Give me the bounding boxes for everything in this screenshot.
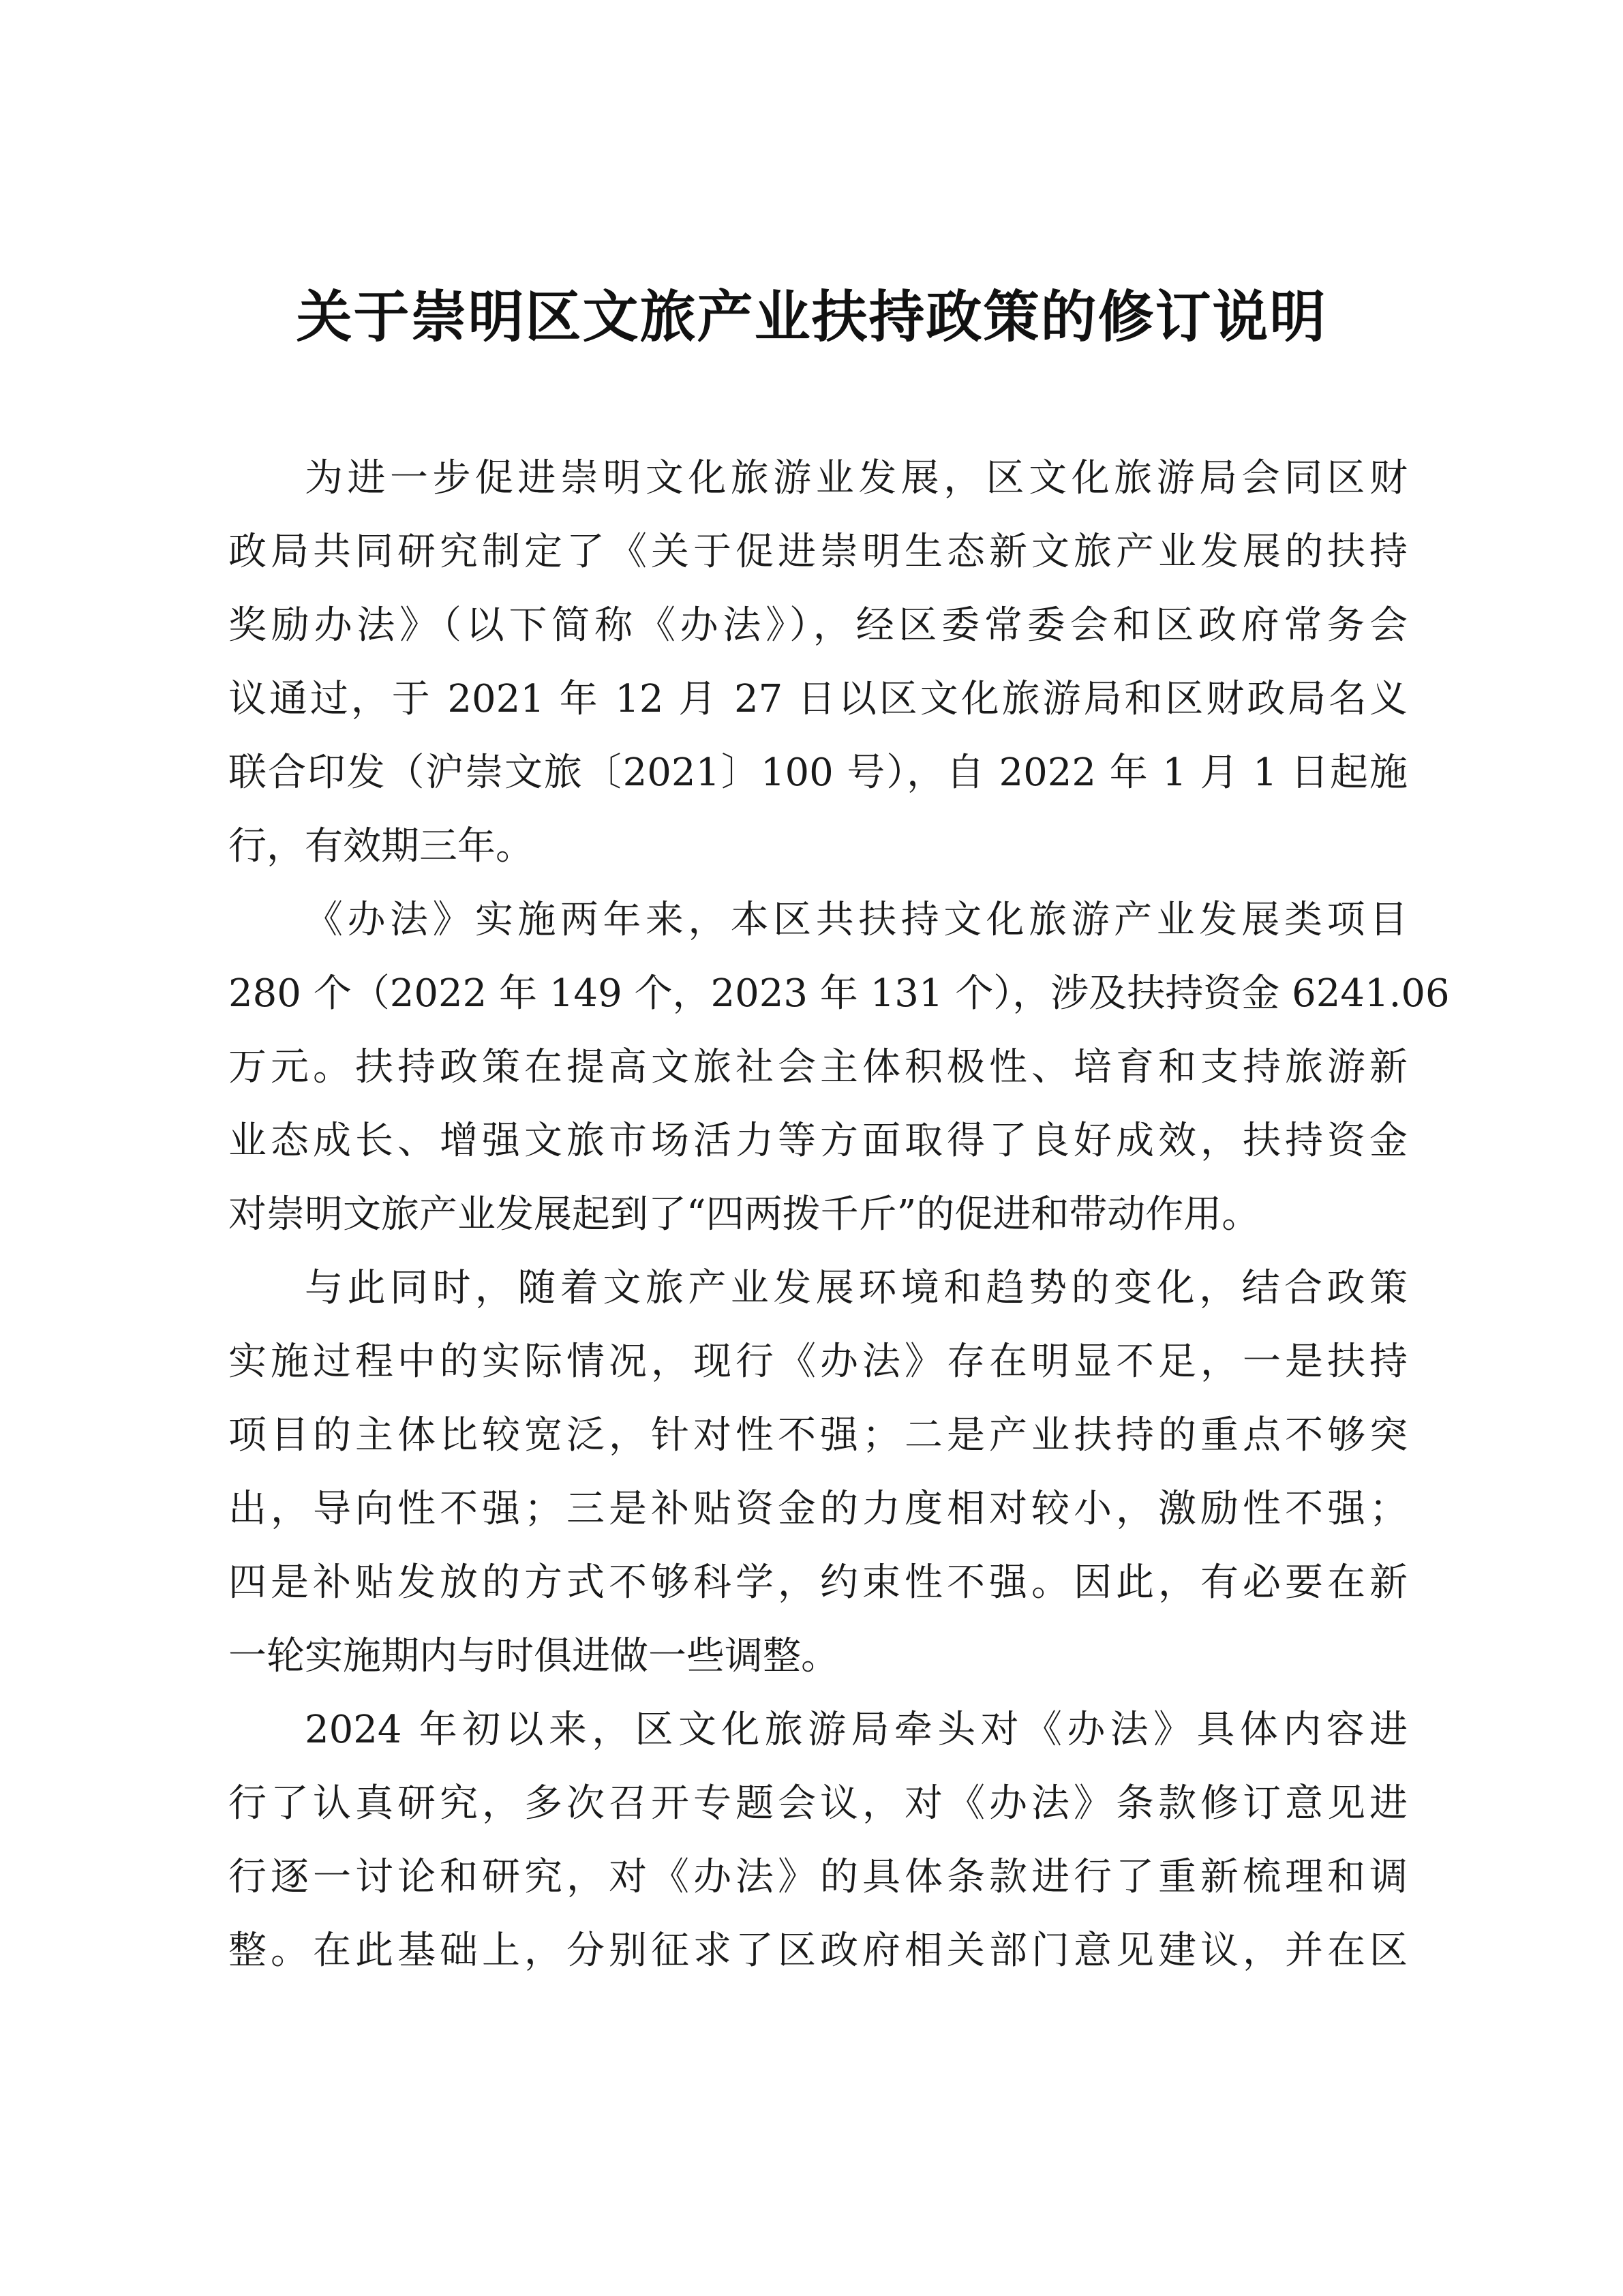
paragraph-1-line-5: 联合印发（沪崇文旅〔2021〕100 号），自 2022 年 1 月 1 日起施 [228, 751, 1408, 795]
paragraph-3-line-5: 四是补贴发放的方式不够科学，约束性不强。因此，有必要在新 [228, 1560, 1408, 1605]
document-title: 关于崇明区文旅产业扶持政策的修订说明 [296, 284, 1327, 350]
paragraph-4-line-2: 行了认真研究，多次召开专题会议，对《办法》条款修订意见进 [228, 1781, 1408, 1826]
paragraph-1-line-2: 政局共同研究制定了《关于促进崇明生态新文旅产业发展的扶持 [228, 530, 1408, 574]
paragraph-4-line-4: 整。在此基础上，分别征求了区政府相关部门意见建议，并在区 [228, 1929, 1408, 1973]
paragraph-3-line-2: 实施过程中的实际情况，现行《办法》存在明显不足，一是扶持 [228, 1340, 1408, 1384]
paragraph-4-line-3: 行逐一讨论和研究，对《办法》的具体条款进行了重新梳理和调 [228, 1855, 1408, 1899]
paragraph-3-line-1: 与此同时，随着文旅产业发展环境和趋势的变化，结合政策 [305, 1266, 1408, 1310]
paragraph-3-line-4: 出，导向性不强；三是补贴资金的力度相对较小，激励性不强； [228, 1487, 1408, 1531]
paragraph-2-line-4: 业态成长、增强文旅市场活力等方面取得了良好成效，扶持资金 [228, 1119, 1408, 1163]
paragraph-1-line-3: 奖励办法》（以下简称《办法》），经区委常委会和区政府常务会 [228, 603, 1408, 648]
paragraph-3-line-3: 项目的主体比较宽泛，针对性不强；二是产业扶持的重点不够突 [228, 1413, 1408, 1457]
paragraph-2-line-2: 280 个（2022 年 149 个，2023 年 131 个），涉及扶持资金 6241.06 [228, 971, 1450, 1016]
paragraph-2-line-5: 对崇明文旅产业发展起到了“四两拨千斤”的促进和带动作用。 [228, 1192, 1260, 1237]
paragraph-3-line-6: 一轮实施期内与时俱进做一些调整。 [228, 1634, 839, 1678]
paragraph-2-line-1: 《办法》实施两年来，本区共扶持文化旅游产业发展类项目 [305, 898, 1408, 942]
paragraph-1-line-1: 为进一步促进崇明文化旅游业发展，区文化旅游局会同区财 [305, 456, 1408, 500]
paragraph-4-line-1: 2024 年初以来，区文化旅游局牵头对《办法》具体内容进 [305, 1708, 1408, 1752]
paragraph-1-line-4: 议通过，于 2021 年 12 月 27 日以区文化旅游局和区财政局名义 [228, 677, 1408, 721]
document-body [228, 442, 1450, 1988]
paragraph-1-line-6: 行，有效期三年。 [228, 824, 534, 868]
paragraph-2-line-3: 万元。扶持政策在提高文旅社会主体积极性、培育和支持旅游新 [228, 1045, 1408, 1089]
